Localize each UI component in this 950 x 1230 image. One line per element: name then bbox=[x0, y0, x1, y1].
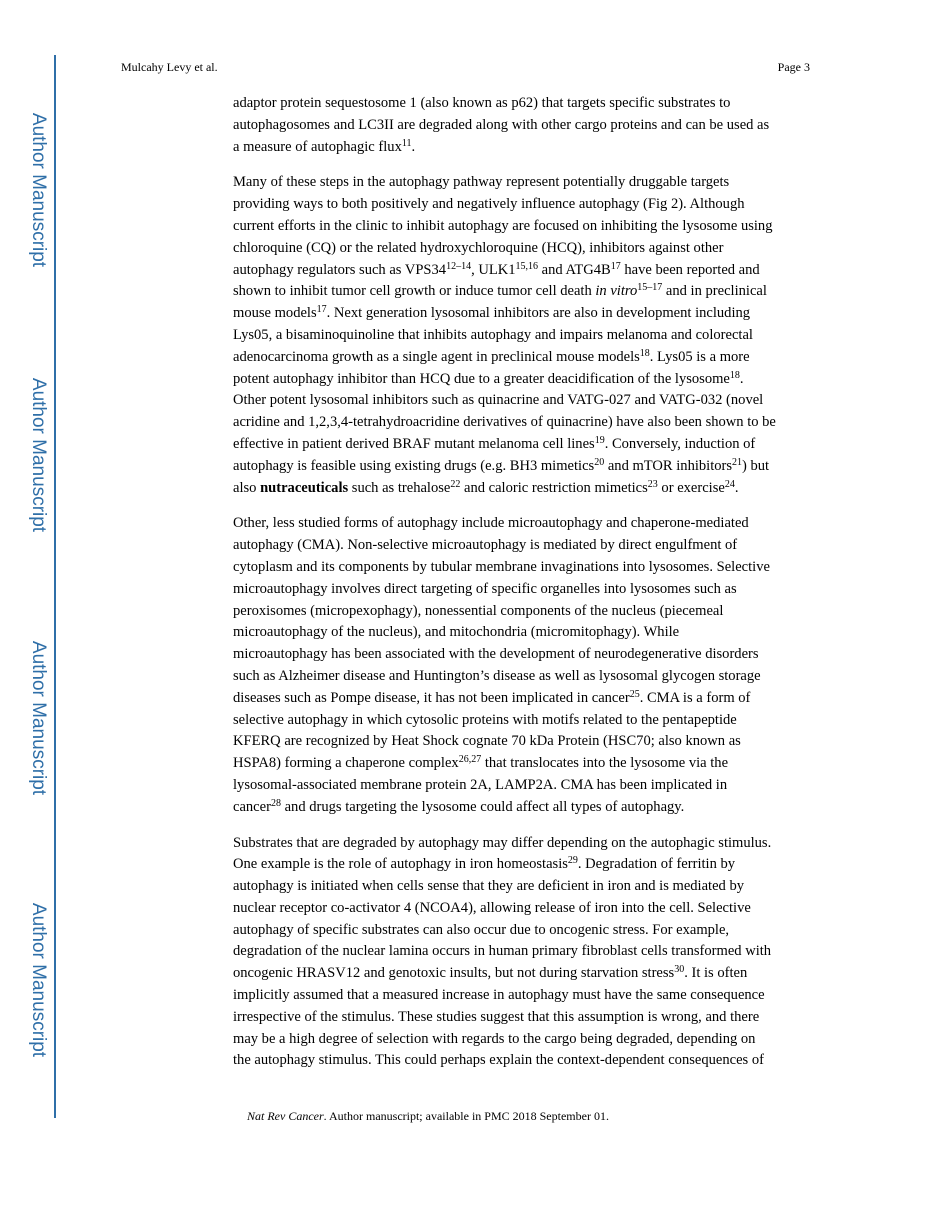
text-line bbox=[233, 260, 813, 282]
italic-term: in vitro bbox=[595, 283, 638, 300]
text-line: autophagy (CMA). Non-selective microautophagy is mediated by direct engulfment of bbox=[233, 537, 738, 554]
paragraph bbox=[233, 172, 813, 499]
citation-superscript: 22 bbox=[450, 478, 461, 490]
text-segment: HSPA8) forming a chaperone complex bbox=[233, 755, 459, 772]
text-segment: . bbox=[734, 479, 739, 496]
text-line: microautophagy has been associated with the development of neurodegenerative disorders bbox=[233, 646, 759, 663]
text-line bbox=[233, 854, 813, 876]
text-line bbox=[233, 456, 813, 478]
text-segment: autophagy regulators such as VPS34 bbox=[233, 261, 447, 278]
citation-superscript: 11 bbox=[401, 137, 412, 149]
paragraph bbox=[233, 833, 813, 1073]
text-line: peroxisomes (micropexophagy), nonessential components of the nucleus (piecemeal bbox=[233, 602, 724, 619]
text-line: adaptor protein sequestosome 1 (also known as p62) that targets specific substrates to bbox=[233, 95, 731, 111]
text-line: cytoplasm and its components by tubular membrane invaginations into lysosomes. Selective bbox=[233, 558, 770, 575]
text-line: Other, less studied forms of autophagy include microautophagy and chaperone-mediated bbox=[233, 515, 749, 532]
text-segment: and caloric restriction mimetics bbox=[460, 479, 648, 496]
text-segment: potent autophagy inhibitor than HCQ due to a greater deacidification of the lysosome bbox=[233, 370, 730, 387]
bold-term: nutraceuticals bbox=[260, 479, 349, 496]
text-segment: that translocates into the lysosome via the bbox=[481, 755, 729, 772]
citation-superscript: 25 bbox=[629, 688, 640, 700]
text-segment: . bbox=[411, 138, 416, 155]
text-line: degradation of the nuclear lamina occurs in human primary fibroblast cells transformed with bbox=[233, 943, 772, 960]
paragraph bbox=[233, 93, 813, 158]
text-segment: adenocarcinoma growth as a single agent in preclinical mouse models bbox=[233, 348, 640, 365]
text-segment: diseases such as Pompe disease, it has not been implicated in cancer bbox=[233, 689, 630, 706]
text-line: autophagy is initiated when cells sense that they are deficient in iron and is mediated by bbox=[233, 878, 745, 895]
text-segment: and in preclinical bbox=[662, 283, 767, 300]
text-line bbox=[233, 434, 813, 456]
text-line: microautophagy involves direct targeting of specific organelles into lysosomes such as bbox=[233, 580, 737, 597]
text-segment: oncogenic HRASV12 and genotoxic insults, but not during starvation stress bbox=[233, 965, 675, 982]
text-line bbox=[233, 347, 813, 369]
citation-superscript: 18 bbox=[729, 369, 740, 381]
text-segment: . It is often bbox=[684, 965, 748, 982]
text-segment: . Lys05 is a more bbox=[649, 348, 750, 365]
text-segment: autophagy is feasible using existing drugs (e.g. BH3 mimetics bbox=[233, 457, 595, 474]
paragraph bbox=[233, 513, 813, 818]
citation-superscript: 12–14 bbox=[446, 260, 472, 272]
citation-superscript: 24 bbox=[724, 478, 735, 490]
running-head-authors: Mulcahy Levy et al. bbox=[121, 60, 218, 74]
text-line: such as Alzheimer disease and Huntington’s disease as well as lysosomal glycogen storage bbox=[233, 667, 761, 684]
text-line: autophagosomes and LC3II are degraded along with other cargo proteins and can be used as bbox=[233, 116, 770, 133]
text-line: the autophagy stimulus. This could perhaps explain the context-dependent consequences of bbox=[233, 1052, 764, 1069]
text-segment: a measure of autophagic flux bbox=[233, 138, 402, 155]
citation-superscript: 20 bbox=[594, 456, 605, 468]
footer-note: . Author manuscript; available in PMC 2018 September 01. bbox=[323, 1109, 609, 1123]
citation-superscript: 30 bbox=[674, 964, 685, 976]
text-line bbox=[233, 963, 813, 985]
text-line bbox=[233, 137, 813, 159]
text-line bbox=[233, 303, 813, 325]
citation-superscript: 15,16 bbox=[515, 260, 539, 272]
text-segment: have been reported and bbox=[620, 261, 760, 278]
text-line: irrespective of the stimulus. These studies suggest that this assumption is wrong, and there bbox=[233, 1008, 760, 1025]
text-line: acridine and 1,2,3,4-tetrahydroacridine derivatives of quinacrine) have also been shown to be bbox=[233, 414, 776, 431]
text-segment: shown to inhibit tumor cell growth or induce tumor cell death bbox=[233, 283, 596, 300]
text-segment: also bbox=[233, 479, 261, 496]
text-line: Lys05, a bisaminoquinoline that inhibits autophagy and impairs melanoma and colorectal bbox=[233, 326, 753, 343]
sidebar-rule bbox=[54, 55, 56, 1118]
text-line bbox=[233, 281, 813, 303]
text-segment: One example is the role of autophagy in iron homeostasis bbox=[233, 856, 568, 873]
text-line: KFERQ are recognized by Heat Shock cognate 70 kDa Protein (HSC70; also known as bbox=[233, 733, 741, 750]
text-line: current efforts in the clinic to inhibit autophagy are focused on inhibiting the lysosome using bbox=[233, 217, 773, 234]
citation-superscript: 15–17 bbox=[637, 282, 663, 294]
text-segment: and drugs targeting the lysosome could affect all types of autophagy. bbox=[280, 798, 685, 815]
text-line: implicitly assumed that a measured increase in autophagy must have the same consequence bbox=[233, 987, 765, 1004]
text-segment: . bbox=[739, 370, 744, 387]
text-line bbox=[233, 797, 813, 819]
text-line: lysosomal-associated membrane protein 2A, LAMP2A. CMA has been implicated in bbox=[233, 776, 728, 793]
article-body bbox=[233, 93, 813, 1086]
footer-citation bbox=[247, 1109, 609, 1124]
text-segment: and mTOR inhibitors bbox=[604, 457, 733, 474]
text-segment: . Conversely, induction of bbox=[604, 435, 756, 452]
text-line: autophagy of specific substrates can also occur due to oncogenic stress. For example, bbox=[233, 921, 730, 938]
citation-superscript: 17 bbox=[316, 304, 327, 316]
text-line: may be a high degree of selection with regards to the cargo being degraded, depending on bbox=[233, 1030, 756, 1047]
citation-superscript: 26,27 bbox=[458, 754, 482, 766]
text-segment: ) but bbox=[742, 457, 770, 474]
text-segment: , ULK1 bbox=[471, 261, 516, 278]
text-line: microautophagy of the nucleus), and mitochondria (micromitophagy). While bbox=[233, 624, 680, 641]
text-segment: . CMA is a form of bbox=[639, 689, 751, 706]
text-segment: cancer bbox=[233, 798, 271, 815]
citation-superscript: 19 bbox=[594, 434, 605, 446]
citation-superscript: 21 bbox=[732, 456, 743, 468]
citation-superscript: 18 bbox=[639, 347, 650, 359]
text-line bbox=[233, 369, 813, 391]
text-segment: . Next generation lysosomal inhibitors are also in development including bbox=[326, 305, 751, 322]
text-line bbox=[233, 753, 813, 775]
text-line: chloroquine (CQ) or the related hydroxychloroquine (HCQ), inhibitors against other bbox=[233, 239, 724, 256]
text-line: Other potent lysosomal inhibitors such as quinacrine and VATG-027 and VATG-032 (novel bbox=[233, 392, 764, 409]
text-line bbox=[233, 688, 813, 710]
page-number: Page 3 bbox=[777, 60, 810, 74]
citation-superscript: 23 bbox=[647, 478, 658, 490]
footer-journal: Nat Rev Cancer bbox=[247, 1109, 324, 1123]
citation-superscript: 29 bbox=[567, 855, 578, 867]
text-line: nuclear receptor co-activator 4 (NCOA4), allowing release of iron into the cell. Selective bbox=[233, 899, 751, 916]
text-segment: or exercise bbox=[657, 479, 725, 496]
text-segment: and ATG4B bbox=[538, 261, 611, 278]
text-line: Substrates that are degraded by autophagy may differ depending on the autophagic stimulus. bbox=[233, 834, 772, 851]
text-line: selective autophagy in which cytosolic proteins with motifs related to the pentapeptide bbox=[233, 711, 737, 728]
text-segment: such as trehalose bbox=[348, 479, 451, 496]
citation-superscript: 28 bbox=[270, 797, 281, 809]
text-segment: mouse models bbox=[233, 305, 317, 322]
text-line: Many of these steps in the autophagy pathway represent potentially druggable targets bbox=[233, 174, 730, 191]
citation-superscript: 17 bbox=[610, 260, 621, 272]
text-line: providing ways to both positively and negatively influence autophagy (Fig 2). Although bbox=[233, 196, 745, 213]
text-segment: effective in patient derived BRAF mutant melanoma cell lines bbox=[233, 435, 595, 452]
text-segment: . Degradation of ferritin by bbox=[577, 856, 736, 873]
text-line bbox=[233, 478, 813, 500]
